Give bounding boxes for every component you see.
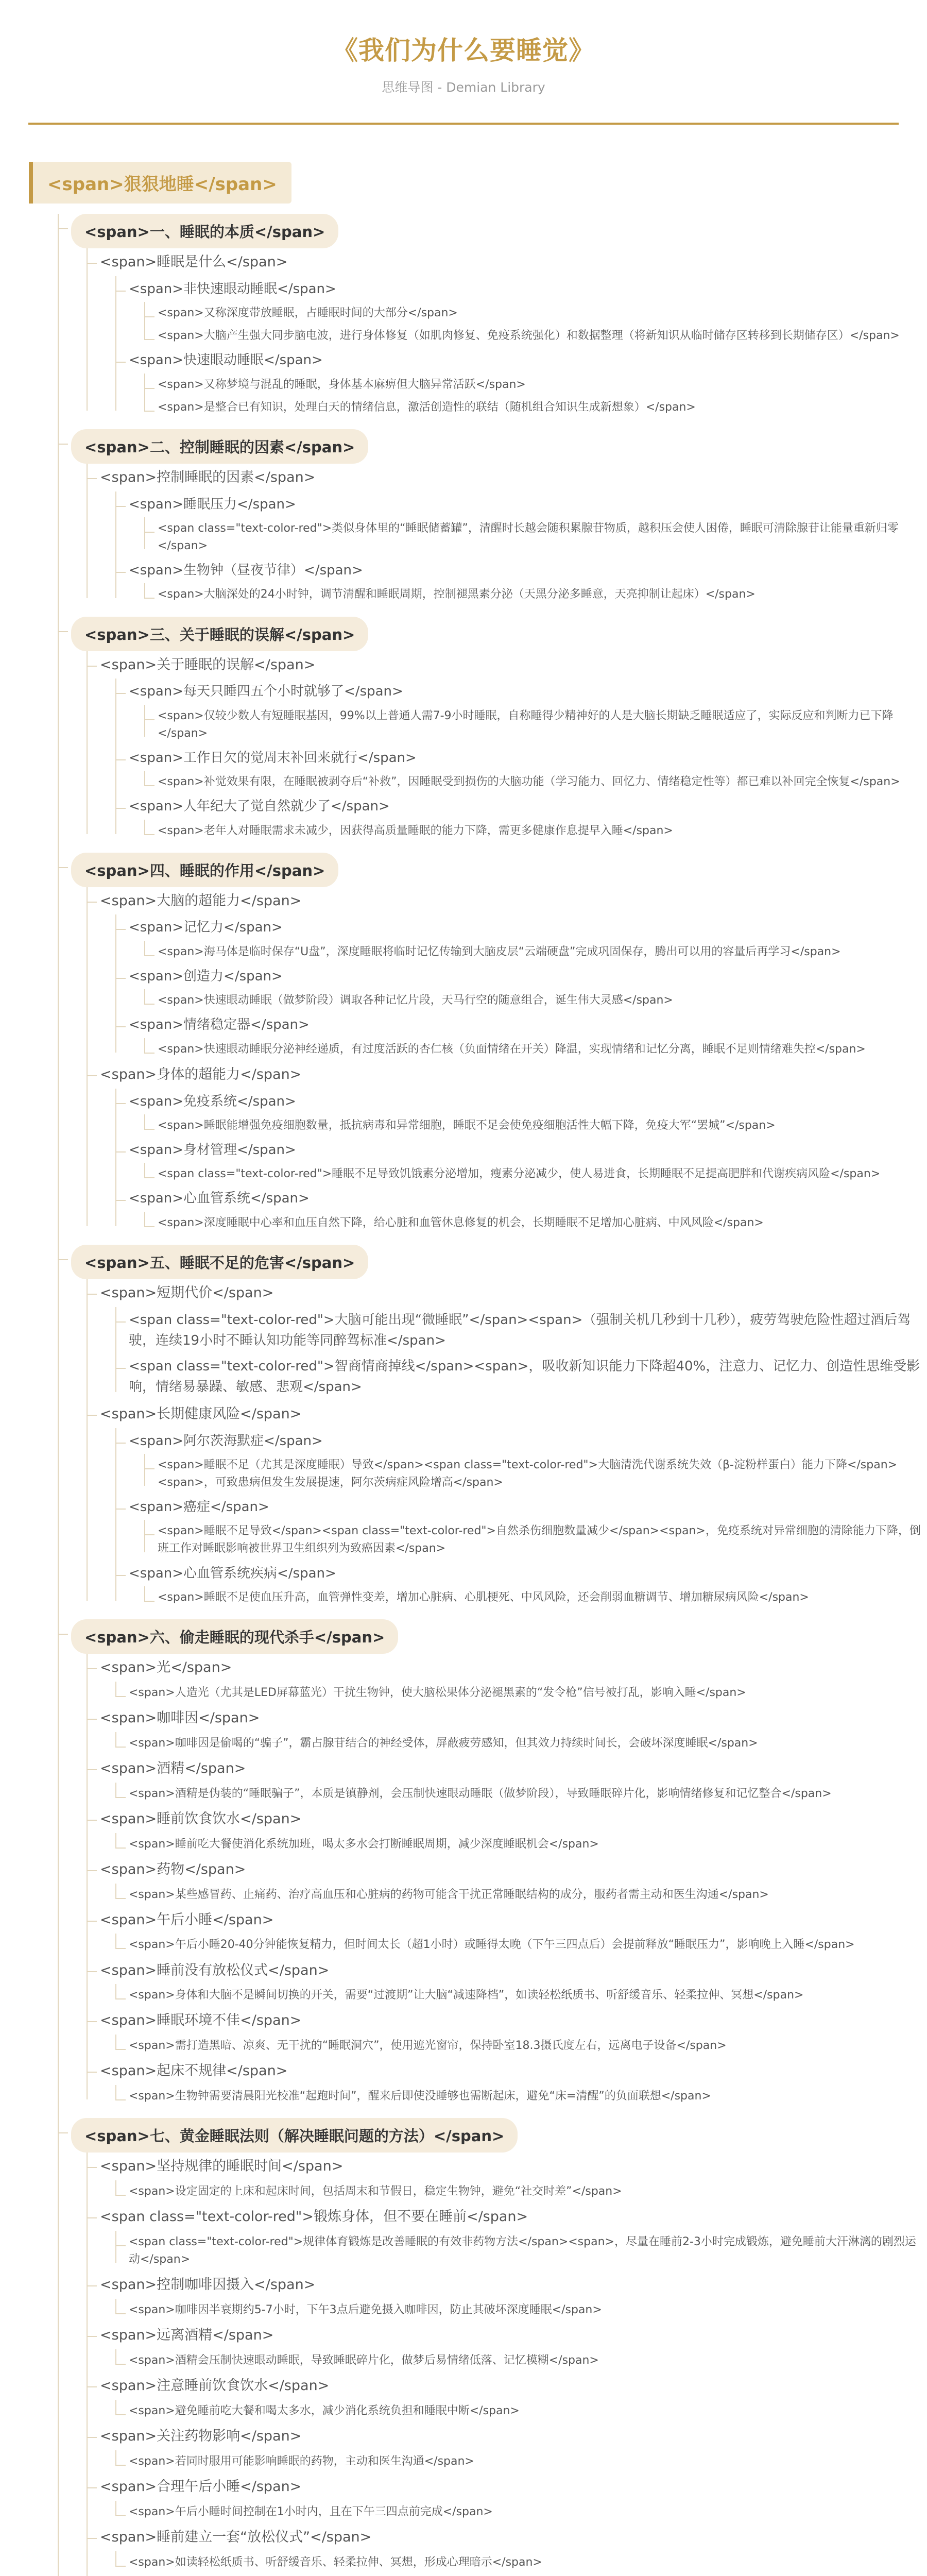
subtopic-list [115,679,927,842]
detail-text: <span>大脑产生强大同步脑电波，进行身体修复（如肌肉修复、免疫系统强化）和数据整理（将新知识从临时储存区转移到长期储存区）</span> [158,329,900,343]
topic-label [100,2574,927,2576]
detail-node[interactable] [144,1454,927,1494]
topic-node[interactable] [87,2523,927,2574]
subtopic-list [115,914,927,1060]
topic-node[interactable] [87,2372,927,2422]
subtopic-list [115,1984,927,2007]
page-title: 《我们为什么要睡觉》 [332,36,595,65]
detail-node[interactable] [144,325,927,347]
section-label: <span>四、睡眠的作用</span> [71,853,338,887]
detail-text: <span>睡眠不足使血压升高，血管弹性变差，增加心脏病、心肌梗死、中风风险，还会削弱血糖调节、增加糖尿病风险</span> [158,1590,809,1604]
detail-text: <span>老年人对睡眠需求未减少，因获得高质量睡眠的能力下降，需更多健康作息提早入睡</span> [158,824,673,837]
subtopic-node[interactable] [115,1307,927,1354]
subtopic-node[interactable] [115,1089,927,1137]
subtopic-label: <span>阿尔茨海默症</span> [129,1433,323,1449]
topic-node[interactable] [87,1856,927,1906]
detail-node[interactable] [115,1682,927,1704]
subtopic-label: <span>癌症</span> [129,1499,269,1515]
topic-node[interactable] [87,464,927,606]
subtopic-list [115,1934,927,1956]
subtopic-list [115,276,927,419]
detail-list [144,705,927,745]
detail-node[interactable] [144,1520,927,1560]
topic-node[interactable] [87,2007,927,2057]
subtopic-node[interactable] [115,1185,927,1234]
subtopic-list [115,1428,927,1609]
section-label: <span>二、控制睡眠的因素</span> [71,429,368,464]
subtopic-node[interactable] [115,276,927,347]
detail-text: <span>需打造黑暗、凉爽、无干扰的“睡眠洞穴”，使用遮光窗帘，保持卧室18.3摄氏度左右，远离电子设备</span> [129,2039,727,2053]
subtopic-label: <span>工作日欠的觉周末补回来就行</span> [129,750,417,766]
detail-list [144,1586,927,1609]
detail-node[interactable] [144,517,927,557]
subtopic-label: <span>免疫系统</span> [129,1093,296,1109]
topic-list [87,1654,927,2108]
detail-text: <span class="text-color-red">睡眠不足导致饥饿素分泌增加，瘦素分泌减少，使人易进食，长期睡眠不足提高肥胖和代谢疾病风险</span> [158,1167,881,1181]
detail-node[interactable] [115,2400,927,2422]
subtopic-node[interactable] [115,1012,927,1060]
subtopic-list [115,2400,927,2422]
subtopic-list [115,2180,927,2203]
detail-list [144,1454,927,1494]
section-row [71,617,927,651]
section-node[interactable] [58,617,927,842]
detail-node[interactable] [115,2231,927,2271]
detail-node[interactable] [115,2501,927,2523]
detail-text: <span>是整合已有知识，处理白天的情绪信息，激活创造性的联结（随机组合知识生成新想象）</span> [158,400,696,414]
detail-list [144,771,927,793]
detail-node[interactable] [144,374,927,396]
topic-node[interactable] [87,1061,927,1234]
topic-node[interactable] [87,1755,927,1805]
detail-node[interactable] [115,1934,927,1956]
detail-text: <span>补觉效果有限，在睡眠被剥夺后“补救”，因睡眠受到损伤的大脑功能（学习能力、回忆力、情绪稳定性等）都已难以补回完全恢复</span> [158,775,900,789]
subtopic-label: <span>快速眼动睡眠</span> [129,352,323,368]
detail-text: <span>生物钟需要清晨阳光校准“起跑时间”，醒来后即使没睡够也需断起床，避免“床=清醒”的负面联想</span> [129,2090,711,2103]
detail-text: <span>咖啡因是偷喝的“骗子”，霸占腺苷结合的神经受体，屏蔽疲劳感知，但其效力持续时间长，会破坏深度睡眠</span> [129,1736,758,1750]
subtopic-label: <span>生物钟（昼夜节律）</span> [129,563,363,579]
subtopic-list [115,2299,927,2321]
detail-node[interactable] [115,2551,927,2574]
subtopic-list [115,2035,927,2057]
detail-text: <span>午后小睡20-40分钟能恢复精力，但时间太长（超1小时）或睡得太晚（下午三四点后）会提前释放“睡眠压力”，影响晚上入睡</span> [129,1938,855,1952]
detail-node[interactable] [144,1212,927,1234]
subtopic-list [115,492,927,606]
detail-node[interactable] [115,1833,927,1856]
topic-label: <span>短期代价</span> [100,1284,274,1301]
topic-label: <span>控制睡眠的因素</span> [100,469,316,485]
topic-label: <span>午后小睡</span> [100,1911,274,1928]
detail-list [144,1163,927,1185]
topic-list [87,464,927,606]
section-label: <span>一、睡眠的本质</span> [71,214,338,248]
subtopic-list [115,1732,927,1755]
subtopic-label: <span>创造力</span> [129,968,283,984]
topic-label: <span>远离酒精</span> [100,2327,274,2344]
subtopic-label: <span>身材管理</span> [129,1142,296,1158]
topic-node[interactable] [87,1906,927,1957]
topic-label: <span>睡前没有放松仪式</span> [100,1962,330,1978]
detail-text: <span>快速眼动睡眠（做梦阶段）调取各种记忆片段，天马行空的随意组合，诞生伟大灵感</span> [158,994,673,1007]
detail-text: <span>酒精会压制快速眼动睡眠，导致睡眠碎片化，做梦后易情绪低落、记忆模糊</span> [129,2354,599,2367]
section-list [58,214,927,2576]
topic-label: <span>控制咖啡因摄入</span> [100,2277,316,2293]
detail-text: <span class="text-color-red">规律体育锻炼是改善睡眠的有效非药物方法</span><span>，尽量在睡前2-3小时完成锻炼，避免睡前大汗淋漓的剧烈运动</span> [129,2235,916,2266]
root-node[interactable] [29,162,927,204]
subtopic-list [115,2501,927,2523]
subtopic-list [115,2231,927,2271]
topic-node[interactable] [87,1957,927,2007]
topic-label: <span>长期健康风险</span> [100,1405,302,1422]
subtopic-list [115,2450,927,2473]
topic-label: <span>睡眠环境不佳</span> [100,2012,302,2029]
detail-node[interactable] [144,771,927,793]
subtopic-node[interactable] [115,557,927,606]
topic-node[interactable] [87,651,927,842]
detail-text: <span>咖啡因半衰期约5-7小时，下午3点后避免摄入咖啡因，防止其破坏深度睡眠</span> [129,2303,602,2317]
section-label: <span>六、偷走睡眠的现代杀手</span> [71,1619,398,1654]
detail-node[interactable] [115,1984,927,2007]
subtopic-label: <span>心血管系统</span> [129,1191,310,1207]
topic-label: <span>光</span> [100,1659,232,1675]
detail-list [144,941,927,963]
subtopic-list [115,2085,927,2108]
detail-list [144,1520,927,1560]
detail-text: <span>大脑深处的24小时钟，调节清醒和睡眠周期，控制褪黑素分泌（天黑分泌多睡意，天亮抑制让起床）</span> [158,588,756,601]
topic-label: <span>大脑的超能力</span> [100,892,302,909]
header [0,0,927,125]
detail-list [144,1114,927,1137]
detail-node[interactable] [115,1884,927,1906]
subtopic-node[interactable] [115,679,927,744]
detail-node[interactable] [144,583,927,606]
topic-label: <span>咖啡因</span> [100,1709,260,1726]
section-node[interactable] [58,853,927,1234]
topic-node[interactable] [87,2203,927,2271]
topic-label: <span>药物</span> [100,1861,246,1877]
detail-text: <span>睡眠能增强免疫细胞数量，抵抗病毒和异常细胞，睡眠不足会使免疫细胞活性大幅下降，免疫大军“罢城”</span> [158,1118,776,1132]
topic-list [87,887,927,1234]
detail-text: <span>又称梦境与混乱的睡眠，身体基本麻痹但大脑异常活跃</span> [158,378,526,391]
subtopic-node[interactable] [115,1494,927,1560]
detail-list [144,989,927,1012]
detail-text: <span>深度睡眠中心率和血压自然下降，给心脏和血管休息修复的机会，长期睡眠不足增加心脏病、中风风险</span> [158,1216,764,1229]
subtopic-node[interactable] [115,1561,927,1609]
subtopic-node[interactable] [115,963,927,1012]
detail-node[interactable] [115,2299,927,2321]
subtopic-label: <span>每天只睡四五个小时就够了</span> [129,684,403,700]
subtopic-list [115,1884,927,1906]
topic-label: <span>起床不规律</span> [100,2063,288,2079]
topic-node[interactable] [87,248,927,419]
detail-node[interactable] [115,2349,927,2372]
topic-list [87,651,927,842]
subtopic-list [115,1089,927,1234]
subtopic-label: <span>心血管系统疾病</span> [129,1565,336,1581]
section-label: <span>三、关于睡眠的误解</span> [71,617,368,651]
detail-text: <span>午后小睡时间控制在1小时内，且在下午三四点前完成</span> [129,2505,493,2518]
detail-list [144,374,927,419]
detail-text: <span>人造光（尤其是LED屏幕蓝光）干扰生物钟，使大脑松果体分泌褪黑素的“发令枪”信号被打乱，影响入睡</span> [129,1686,746,1699]
detail-text: <span>海马体是临时保存“U盘”，深度睡眠将临时记忆传输到大脑皮层“云端硬盘”完成巩固保存，腾出可以用的容量后再学习</span> [158,945,841,958]
detail-node[interactable] [144,1163,927,1185]
detail-node[interactable] [144,941,927,963]
section-node[interactable] [58,214,927,419]
detail-text: <span>避免睡前吃大餐和喝太多水，减少消化系统负担和睡眠中断</span> [129,2404,520,2418]
detail-list [144,1212,927,1234]
detail-list [144,517,927,557]
subtopic-list [115,1682,927,1704]
detail-node[interactable] [144,302,927,325]
detail-text: <span>如读轻松纸质书、听舒缓音乐、轻柔拉伸、冥想，形成心理暗示</span> [129,2555,542,2569]
detail-text: <span>睡眠不足导致</span><span class="text-color-red">自然杀伤细胞数量减少</span><span>，免疫系统对异常细胞的清除能力下降，倒班工作对睡眠影响被世界卫生组织列为致癌因素</span> [158,1524,921,1555]
subtopic-node[interactable] [115,347,927,418]
section-label: <span>七、黄金睡眠法则（解决睡眠问题的方法）</span> [71,2118,518,2153]
topic-node[interactable] [87,1654,927,1704]
topic-node[interactable] [87,1704,927,1755]
subtopic-label: <span>睡眠压力</span> [129,496,296,512]
topic-node[interactable] [87,1400,927,1609]
detail-list [144,302,927,347]
topic-label: <span>睡前建立一套“放松仪式”</span> [100,2529,372,2545]
topic-list [87,248,927,419]
subtopic-list [115,1833,927,1856]
subtopic-node[interactable] [115,914,927,963]
detail-node[interactable] [144,820,927,842]
detail-text: <span>若同时服用可能影响睡眠的药物，主动和医生沟通</span> [129,2454,474,2468]
section-label: <span>五、睡眠不足的危害</span> [71,1245,368,1279]
section-row [71,429,927,464]
topic-label: <span>酒精</span> [100,1760,246,1776]
topic-label: <span>关于睡眠的误解</span> [100,656,316,673]
detail-text: <span>快速眼动睡眠分泌神经递质，有过度活跃的杏仁核（负面情绪在开关）降温，实现情绪和记忆分离，睡眠不足则情绪难失控</span> [158,1042,866,1056]
mindmap-tree [0,125,927,2576]
subtopic-node[interactable] [115,745,927,793]
section-row [71,214,927,248]
root-node-label: <span>狠狠地睡</span> [29,162,291,204]
detail-node[interactable] [115,2180,927,2203]
detail-node[interactable] [115,1732,927,1755]
subtopic-node[interactable] [115,1353,927,1400]
detail-node[interactable] [144,989,927,1012]
subtopic-label: <span class="text-color-red">智商情商掉线</span><span>，吸收新知识能力下降超40%，注意力、记忆力、创造性思维受影响，情绪易暴躁、敏感、悲观</span> [129,1359,920,1395]
section-node[interactable] [58,429,927,606]
subtopic-label: <span>非快速眼动睡眠</span> [129,281,336,297]
detail-node[interactable] [115,2085,927,2108]
detail-node[interactable] [144,396,927,419]
section-row [71,853,927,887]
detail-node[interactable] [115,2035,927,2057]
topic-node[interactable] [87,1805,927,1856]
subtopic-node[interactable] [115,492,927,557]
section-row [71,1245,927,1279]
detail-text: <span>又称深度带放睡眠，占睡眠时间的大部分</span> [158,307,458,320]
topic-node[interactable] [87,2271,927,2321]
subtopic-label: <span>记忆力</span> [129,920,283,936]
detail-text: <span>酒精是伪装的“睡眠骗子”，本质是镇静剂，会压制快速眼动睡眠（做梦阶段），导致睡眠碎片化，影响情绪修复和记忆整合</span> [129,1787,832,1800]
detail-node[interactable] [144,1586,927,1609]
topic-node[interactable] [87,1279,927,1400]
detail-text: <span>设定固定的上床和起床时间，包括周末和节假日，稳定生物钟，避免“社交时差”</span> [129,2185,622,2198]
detail-node[interactable] [115,1783,927,1805]
subtopic-list [115,1783,927,1805]
topic-node[interactable] [87,2574,927,2576]
topic-node[interactable] [87,887,927,1061]
topic-node[interactable] [87,2422,927,2473]
detail-text: <span>身体和大脑不是瞬间切换的开关，需要“过渡期”让大脑“减速降档”，如读轻松纸质书、听舒缓音乐、轻柔拉伸、冥想</span> [129,1989,804,2002]
topic-label: <span>睡前饮食饮水</span> [100,1810,302,1827]
detail-node[interactable] [144,705,927,745]
topic-list [87,2153,927,2576]
detail-text: <span>睡眠不足（尤其是深度睡眠）导致</span><span class="text-color-red">大脑清洗代谢系统失效（β-淀粉样蛋白）能力下降</span><span>，可致患病但发生发展提速，阿尔茨病症风险增高</span> [158,1458,898,1489]
topic-label: <span>坚持规律的睡眠时间</span> [100,2158,344,2175]
subtopic-label: <span class="text-color-red">大脑可能出现“微睡眠”</span><span>（强制关机几秒到十几秒），疲劳驾驶危险性超过酒后驾驶，连续19小时不睡认知功能等同醉驾标准</span> [129,1312,911,1348]
topic-label: <span>睡眠是什么</span> [100,254,288,270]
section-node[interactable] [58,1245,927,1609]
page-subtitle: 思维导图 - Demian Library [382,80,545,95]
detail-node[interactable] [144,1038,927,1061]
subtopic-list [115,1307,927,1400]
topic-label: <span class="text-color-red">锻炼身体，但不要在睡前</span> [100,2209,528,2225]
topic-node[interactable] [87,2057,927,2108]
detail-node[interactable] [144,1114,927,1137]
section-node[interactable] [58,2118,927,2576]
subtopic-node[interactable] [115,1428,927,1494]
detail-text: <span>睡前吃大餐使消化系统加班，喝太多水会打断睡眠周期，减少深度睡眠机会</span> [129,1837,599,1851]
section-node[interactable] [58,1619,927,2108]
topic-label: <span>注意睡前饮食饮水</span> [100,2378,330,2394]
detail-node[interactable] [115,2450,927,2473]
detail-text: <span class="text-color-red">类似身体里的“睡眠储蓄罐”，清醒时长越会随积累腺苷物质，越积压会使人困倦，睡眠可清除腺苷让能量重新归零</span> [158,521,899,553]
detail-list [144,583,927,606]
topic-label: <span>关注药物影响</span> [100,2428,302,2445]
topic-label: <span>合理午后小睡</span> [100,2479,302,2495]
topic-node[interactable] [87,2321,927,2372]
detail-list [144,1038,927,1061]
detail-text: <span>某些感冒药、止痛药、治疗高血压和心脏病的药物可能含干扰正常睡眠结构的成分，服药者需主动和医生沟通</span> [129,1888,769,1901]
section-row [71,2118,927,2153]
subtopic-list [115,2349,927,2372]
subtopic-node[interactable] [115,793,927,842]
detail-list [144,820,927,842]
detail-text: <span>仅较少数人有短睡眠基因，99%以上普通人需7-9小时睡眠，自称睡得少精神好的人是大脑长期缺乏睡眠适应了，实际反应和判断力已下降</span> [158,709,894,740]
subtopic-label: <span>人年纪大了觉自然就少了</span> [129,799,390,815]
section-row [71,1619,927,1654]
topic-node[interactable] [87,2473,927,2523]
subtopic-label: <span>情绪稳定器</span> [129,1017,310,1033]
subtopic-node[interactable] [115,1137,927,1185]
topic-label: <span>身体的超能力</span> [100,1066,302,1082]
subtopic-list [115,2551,927,2574]
topic-node[interactable] [87,2153,927,2203]
topic-list [87,1279,927,1609]
